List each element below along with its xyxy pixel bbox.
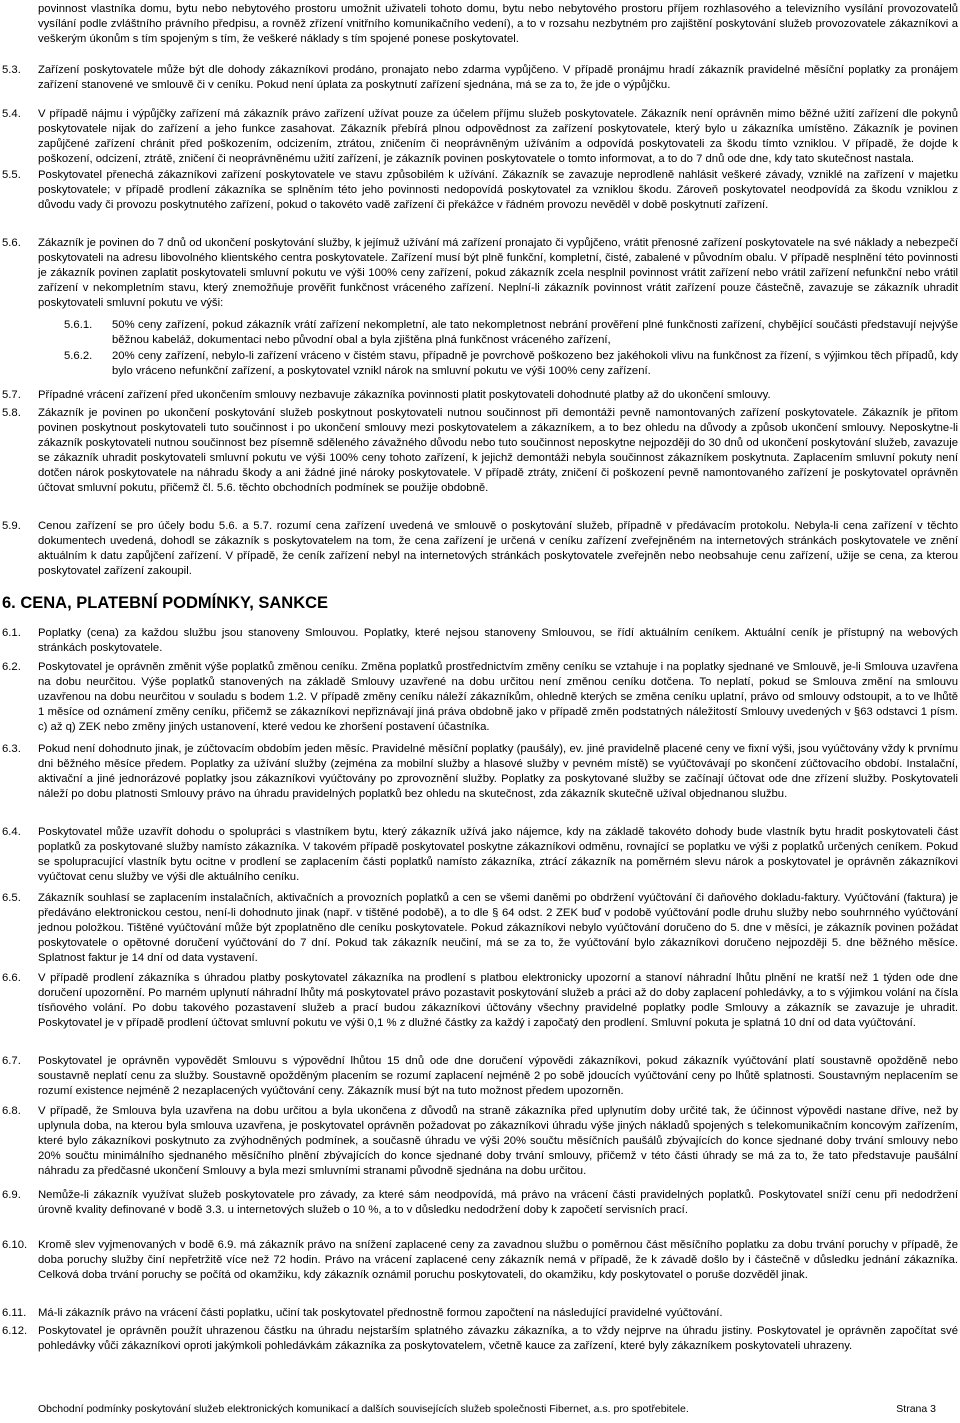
item-text: Poskytovatel je oprávněn použít uhrazenou částku na úhradu nejstarším splatného závazku zákazníka, a to vždy nejprve na úhradu jistiny. Poskytovatel je oprávněn započítat své pohledávky vůči zákazníkovi oproti jakýmkoli pohledávkám zákazníka za poskytovatelem, včetně kauce za zařízení, které byly zákazníkem poskytovateli uhrazeny. bbox=[38, 1325, 958, 1352]
section-heading: 6. CENA, PLATEBNÍ PODMÍNKY, SANKCE bbox=[2, 594, 329, 612]
item-number: 6.4. bbox=[2, 826, 21, 838]
item-number: 6.5. bbox=[2, 892, 21, 904]
item-number: 6.9. bbox=[2, 1189, 21, 1201]
item-text: Zákazník je povinen po ukončení poskytování služeb poskytnout poskytovateli nutnou součinnost při demontáži pevně namontovaných zařízení poskytovatele. Zákazník je přitom povinen poskytnout poskytovateli tuto součinnost i po ukončení smlouvy mezi poskytovatelem a zákazníkem, a to bez ohledu na důvody a způsob ukončení smlouvy. Neposkytne-li zákazník poskytovateli nutnou součinnost bez písemně sděleného závažného důvodu nebo tuto součinnost neposkytne nejpozději do 30 dnů od ukončení poskytování služeb, zavazuje se zákazník uhradit poskytovateli smluvní pokutu ve výši 100% ceny tohoto zařízení, k jejichž demontáži nebyla součinnost zákazníkem poskytnuta. Zaplacením smluvní pokuty není dotčen nárok poskytovatele na náhradu škody a ani žádné jiné nároky poskytovatele. V případě ztráty, zničení či poškození pevně namontovaného zařízení je poskytovatel oprávněn účtovat smluvní pokutu, přičemž čl. 5.6. těchto obchodních podmínek se použije obdobně. bbox=[38, 407, 958, 494]
item-number: 6.1. bbox=[2, 627, 21, 639]
item-number: 6.8. bbox=[2, 1105, 21, 1117]
item-text: V případě, že Smlouva byla uzavřena na dobu určitou a byla ukončena z důvodů na straně zákazníka před uplynutím doby určité tak, že účinnost výpovědi nastane dříve, než by uplynula doba, na kterou byla smlouva uzavřena, je poskytovatel oprávněn požadovat po zákazníkovi úhradu výše jiných nákladů spojených s telekomunikačním koncovým zařízením, které bylo zákazníkovi poskytnuto za zvýhodněných podmínek, a současně úhradu ve výši 20% součtu měsíčních paušálů zbývajících do konce sjednané doby trvání smlouvy nebo 20% součtu minimálního sjednaného měsíčního plnění zbývajících do konce sjednané doby trvání smlouvy, přičemž v této části úhrady se má za to, že tato představuje paušální náhradu za předčasné ukončení Smlouvy a byla mezi smluvními stranami původně sjednána na dobu určitou. bbox=[38, 1105, 958, 1177]
item-text: Poskytovatel přenechá zákazníkovi zařízení poskytovatele ve stavu způsobilém k užívání. Zákazník se zavazuje neprodleně nahlásit veškeré závady, vzniklé na zařízení v majetku poskytovatele; v případě prodlení zákazníka se splněním této jeho povinnosti nedopovídá poskytovatel za vzniklou škodu. Zároveň poskytovatel neodpovídá za škodu vzniklou z důvodu vady či provozu poskytnutého zařízení, pokud o takovéto vadě zařízení či překážce v řádném provozu nevěděl v době poskytnutí zařízení. bbox=[38, 169, 958, 211]
item-text: Případné vrácení zařízení před ukončením smlouvy nezbavuje zákazníka povinnosti platit poskytovateli dohodnuté platby až do ukončení smlouvy. bbox=[38, 389, 771, 401]
item-text: Poskytovatel je oprávněn vypovědět Smlouvu s výpovědní lhůtou 15 dnů ode dne doručení výpovědi zákazníkovi, pokud zákazník vyúčtování platí soustavně opožděně nebo soustavně neplatí cenu za služby. Soustavně opožděným placením se rozumí zaplacení nejméně 2 po sobě jdoucích vyúčtování ceny po lhůtě splatnosti. Soustavným neplacením se rozumí existence nejméně 2 nezaplacených vyúčtování ceny. Zákazník musí být na tuto možnost předem upozorněn. bbox=[38, 1055, 958, 1097]
item-text: V případě prodlení zákazníka s úhradou platby poskytovatel zákazníka na prodlení s platbou elektronicky upozorní a stanoví náhradní lhůtu plnění ne kratší než 1 týden ode dne doručení upozornění. Po marném uplynutí náhradní lhůty má poskytovatel právo pozastavit poskytování služeb a práci až do doby zaplacení pohledávky, a to s výjimkou volání na čísla tísňového volání. Po dobu takového pozastavení služeb a prací budou zákazníkovi účtovány všechny pravidelné poplatky podle Smlouvy a zákazník se zavazuje je uhradit. Poskytovatel je v případě prodlení účtovat smluvní pokutu ve výši 0,1 % z dlužné částky za každý i započatý den prodlení. Smluvní pokuta je splatná 10 dní od data vyúčtování. bbox=[38, 972, 958, 1029]
item-number: 6.3. bbox=[2, 743, 21, 755]
item-number: 5.8. bbox=[2, 407, 21, 419]
item-text: V případě nájmu i výpůjčky zařízení má zákazník právo zařízení užívat pouze za účelem příjmu služeb poskytovatele. Zákazník není oprávněn mimo běžné užití zařízení dle pokynů poskytovatele nijak do zařízení a jeho funkce zasahovat. Zákazník přebírá plnou odpovědnost za zařízení poskytovatele, který bylo u zákazníka umístěno. Zákazník je povinen zapůjčené zařízení chránit před poškozením, odcizením, ztrátou, zničením či neoprávněným užíváním a odpovídá poskytovateli za škodu tímto vzniklou. V případě, že dojde k poškození, odcizení, ztrátě, zničení či neoprávněnému užití zařízení, je zákazník povinen poskytovatele o tomto informovat, a to do 7 dnů ode dne, kdy tato skutečnost nastala. bbox=[38, 108, 958, 165]
item-text: Nemůže-li zákazník využívat služeb poskytovatele pro závady, za které sám neodpovídá, má právo na vrácení části pravidelných poplatků. Poskytovatel sníží cenu při nedodržení úrovně kvality definované v bodě 3.3. u internetových služeb o 10 %, a to v důsledku nedodržení doby k započetí servisních prací. bbox=[38, 1189, 958, 1216]
item-number: 6.6. bbox=[2, 972, 21, 984]
item-text: Cenou zařízení se pro účely bodu 5.6. a 5.7. rozumí cena zařízení uvedená ve smlouvě o poskytování služeb, případně v předávacím protokolu. Nebyla-li cena zařízení v těchto dokumentech uvedená, dohodl se zákazník s poskytovatelem na tom, že cena zařízení je určená v ceníku zařízení zveřejněném na internetových stránkách poskytovatele ve znění aktuálním k datu zapůjčení zařízení. V případě, že ceník zařízení nebyl na internetových stránkách poskytovatele zveřejněn nebo neobsahuje cenu zařízení, užije se cena, za kterou poskytovatel zařízení zakoupil. bbox=[38, 520, 958, 577]
item-text: Pokud není dohodnuto jinak, je zúčtovacím obdobím jeden měsíc. Pravidelné měsíční poplatky (paušály), ev. jiné pravidelně placené ceny ve fixní výši, jsou vyúčtovány vždy k prvnímu dni běžného měsíce předem. Poplatky za užívání služby (zejména za mobilní služby a hlasové služby v pevném místě) se vyúčtovávají po skončení zúčtovacího období. Instalační, aktivační a jiné jednorázové poplatky jsou zákazníkovi vyúčtovány po zprovoznění služby. Poplatky za poskytované služby se začínají účtovat ode dne zřízení služby. Poskytovateli náleží po dobu platnosti Smlouvy právo na úhradu pravidelných poplatků bez ohledu na skutečnost, zda zákazník skutečně užíval objednanou službu. bbox=[38, 743, 958, 800]
item-text: Poskytovatel je oprávněn změnit výše poplatků změnou ceníku. Změna poplatků prostřednictvím změny ceníku se vztahuje i na poplatky sjednané ve Smlouvě, je-li Smlouva uzavřena na dobu neurčitou. Výše poplatků stanovených na základě Smlouvy uzavřené na dobu určitou není změnou ceníku dotčena. To neplatí, pokud se Smlouva změní na smlouvu uzavřenou na dobu neurčitou v souladu s bodem 1.2. V případě změny ceníku náleží zákazníkům, ohledně kterých se změna ceníku uplatní, právo od smlouvy odstoupit, a to ve lhůtě 1 měsíce od oznámení změny ceníku, přičemž se zákazníkovi nepřiznávají jiná práva obdobně jako v případě změn podstatných náležitostí Smlouvy uvedených v §63 odstavci 1 písm. c) až q) ZEK nebo změny jiných ustanovení, které vedou ke zhoršení postavení účastníka. bbox=[38, 661, 958, 733]
sub-item-number: 5.6.1. bbox=[64, 319, 93, 331]
sub-item-text: 20% ceny zařízení, nebylo-li zařízení vráceno v čistém stavu, případně je povrchově poškozeno bez jakéhokoli vlivu na funkčnost za řízení, s výjimkou těch případů, kdy bylo vráceno nefunkční zařízení, a poskytovatel vznikl nárok na smluvní pokutu ve výši 100% ceny zařízení. bbox=[112, 350, 958, 377]
item-text: Zákazník souhlasí se zaplacením instalačních, aktivačních a provozních poplatků a cen se všemi daněmi po obdržení vyúčtování či daňového dokladu-faktury. Vyúčtování (faktura) je předáváno elektronickou cestou, není-li dohodnuto jinak (např. v tištěné podobě), a to dle § 64 odst. 2 ZEK buď v podobě vyúčtování podle druhu služby nebo souhrnného vyúčtování jednou položkou. Tištěné vyúčtování může být zpoplatněno dle ceníku poskytovatele. Pokud zákazníkovi nebylo vyúčtování doručeno do 5. dne v měsíci, je zákazník povinen požádat poskytovatele o opětovné doručení vyúčtování do 7 dní. Pokud tak zákazník neučiní, má se za to, že vyúčtování bylo zákazníkovi doručeno nejpozději 5. dne běžného měsíce. Splatnost faktur je 14 dní od data vystavení. bbox=[38, 892, 958, 964]
item-number: 6.10. bbox=[2, 1239, 28, 1251]
item-number: 5.5. bbox=[2, 169, 21, 181]
item-number: 5.7. bbox=[2, 389, 21, 401]
item-number: 5.6. bbox=[2, 237, 21, 249]
item-number: 5.4. bbox=[2, 108, 21, 120]
item-text: Poplatky (cena) za každou službu jsou stanoveny Smlouvou. Poplatky, které nejsou stanoveny Smlouvou, se řídí aktuálním ceníkem. Aktuální ceník je přístupný na webových stránkách poskytovatele. bbox=[38, 627, 958, 654]
intro-paragraph: povinnost vlastníka domu, bytu nebo nebytového prostoru umožnit uživateli tohoto domu, bytu nebo nebytového prostoru příjem rozhlasového a televizního vysílání provozovatelů vysílání podle zvláštního právního předpisu, a rovněž zřízení vnitřního komunikačního vedení), a to v rozsahu nezbytném pro zajištění poskytování služeb provozovatele zákazníkovi a veškerým úkonům s tím spojeným s tím, že veškeré náklady s tím spojené ponese poskytovatel. bbox=[38, 3, 958, 45]
item-text: Má-li zákazník právo na vrácení části poplatku, učiní tak poskytovatel přednostně formou započtení na následující pravidelné vyúčtování. bbox=[38, 1307, 723, 1319]
item-number: 5.9. bbox=[2, 520, 21, 532]
item-text: Poskytovatel může uzavřít dohodu o spolupráci s vlastníkem bytu, který zákazník užívá jako nájemce, kdy na základě takovéto dohody bude vlastník bytu hradit poskytovateli část poplatků za poskytované služby namísto zákazníka. V takovém případě poskytovatel poskytne zákazníkovi odměnu, rovnající se poplatku ve výši z poplatků určených ceníkem. Pokud se spolupracující vlastník bytu ocitne v prodlení se zaplacením části poplatků namísto zákazníka, ztrácí zákazník na poměrném slevu nárok a poskytovatel je oprávněn zákazníkovi vyúčtovat cenu služby ve výši dle aktuálního ceníku. bbox=[38, 826, 958, 883]
item-number: 6.2. bbox=[2, 661, 21, 673]
item-number: 6.7. bbox=[2, 1055, 21, 1067]
item-number: 6.11. bbox=[2, 1307, 27, 1319]
item-number: 5.3. bbox=[2, 64, 21, 76]
sub-item-number: 5.6.2. bbox=[64, 350, 93, 362]
item-text: Zařízení poskytovatele může být dle dohody zákazníkovi prodáno, pronajato nebo zdarma vypůjčeno. V případě pronájmu hradí zákazník pravidelné měsíční poplatky za pronájem zařízení stanovené ve smlouvě či v ceníku. Pokud není úplata za poskytnutí zařízení sjednána, má se za to, že jde o výpůjčku. bbox=[38, 64, 958, 91]
sub-item-text: 50% ceny zařízení, pokud zákazník vrátí zařízení nekompletní, ale tato nekompletnost nebrání prověření plné funkčnosti zařízení, chybějící součásti představují nejvýše běžnou kabeláž, dokumentaci nebo původní obal a byla zjištěna plná funkčnost vráceného zařízení, bbox=[112, 319, 958, 346]
item-text: Kromě slev vyjmenovaných v bodě 6.9. má zákazník právo na snížení zaplacené ceny za zavadnou službu o poměrnou část měsíčního poplatku za dobu trvání poruchy v případě, že doba poruchy služby činí nepřetržitě více než 72 hodin. Právo na vrácení zaplacené ceny zákazník nemá v případě, že k závadě došlo by i částečně v důsledku jednání zákazníka. Celková doba trvání poruchy se počítá od okamžiku, kdy zákazník oznámil poruchu poskytovateli, do okamžiku, kdy poskytovatel o poruše dozvěděl jinak. bbox=[38, 1239, 958, 1281]
footer-document-title: Obchodní podmínky poskytování služeb elektronických komunikací a dalších souvisejících služeb společnosti Fibernet, a.s. pro spotřebitele. bbox=[38, 1403, 689, 1415]
item-number: 6.12. bbox=[2, 1325, 28, 1337]
footer-page-number: Strana 3 bbox=[896, 1403, 936, 1415]
item-text: Zákazník je povinen do 7 dnů od ukončení poskytování služby, k jejímuž užívání má zařízení pronajato či vypůjčeno, vrátit přenosné zařízení poskytovatele na své náklady a nebezpečí poskytovateli na adresu libovolného klientského centra poskytovatele. Zařízení musí být plně funkční, kompletní, čisté, zabalené v původním obalu. V případě nesplnění této povinnosti je zákazník povinen zaplatit poskytovateli smluvní pokutu ve výši 100% ceny zařízení, pokud zákazník zcela nesplnil povinnost vrátit zařízení nebo vrátil zařízení nefunkční nebo vrátil zařízení v nekompletním stavu, který znemožňuje prověřit funkčnost vráceného zařízení. Neplní-li zákazník povinnost vrátit zařízení pouze částečně, zavazuje se zákazník uhradit poskytovateli smluvní pokutu ve výši: bbox=[38, 237, 958, 309]
